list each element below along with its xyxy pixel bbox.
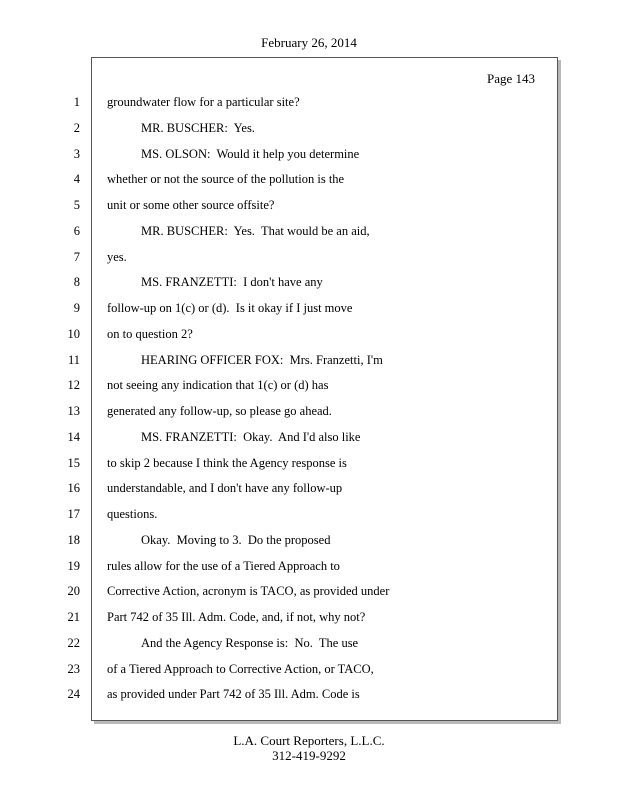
- line-number: 14: [67, 430, 80, 444]
- line-number: 12: [67, 378, 80, 392]
- line-text: generated any follow-up, so please go ahead.: [107, 404, 332, 418]
- line-text: rules allow for the use of a Tiered Approach to: [107, 559, 340, 573]
- line-text: groundwater flow for a particular site?: [107, 95, 300, 109]
- line-text: not seeing any indication that 1(c) or (d) has: [107, 378, 329, 392]
- line-number: 7: [73, 250, 80, 264]
- line-number: 19: [67, 559, 80, 573]
- line-text: unit or some other source offsite?: [107, 198, 275, 212]
- line-number: 13: [67, 404, 80, 418]
- footer-company: L.A. Court Reporters, L.L.C.: [233, 733, 385, 748]
- line-text: MS. OLSON: Would it help you determine: [141, 147, 360, 161]
- line-number: 1: [73, 95, 80, 109]
- line-text: And the Agency Response is: No. The use: [141, 636, 359, 650]
- line-number: 24: [67, 687, 80, 701]
- line-number: 10: [67, 327, 80, 341]
- line-number: 9: [73, 301, 80, 315]
- line-text: Part 742 of 35 Ill. Adm. Code, and, if not, why not?: [107, 610, 366, 624]
- line-number: 8: [73, 275, 80, 289]
- header-date: February 26, 2014: [261, 35, 357, 50]
- footer-phone: 312-419-9292: [272, 748, 346, 763]
- line-text: of a Tiered Approach to Corrective Action, or TACO,: [107, 662, 374, 676]
- line-text: MR. BUSCHER: Yes.: [141, 121, 255, 135]
- line-text: follow-up on 1(c) or (d). Is it okay if I just move: [107, 301, 353, 315]
- line-number: 21: [67, 610, 80, 624]
- line-number: 15: [67, 456, 80, 470]
- line-number: 20: [67, 584, 80, 598]
- line-number: 16: [67, 481, 80, 495]
- line-number: 17: [67, 507, 80, 521]
- line-number: 5: [73, 198, 80, 212]
- line-text: MR. BUSCHER: Yes. That would be an aid,: [141, 224, 370, 238]
- line-number: 11: [67, 353, 80, 367]
- line-number: 22: [67, 636, 80, 650]
- line-text: MS. FRANZETTI: Okay. And I'd also like: [141, 430, 361, 444]
- line-text: whether or not the source of the pollution is the: [107, 172, 345, 186]
- line-text: MS. FRANZETTI: I don't have any: [141, 275, 323, 289]
- line-number: 23: [67, 662, 80, 676]
- line-number: 18: [67, 533, 80, 547]
- line-text: as provided under Part 742 of 35 Ill. Adm. Code is: [107, 687, 360, 701]
- line-number: 2: [73, 121, 80, 135]
- line-text: HEARING OFFICER FOX: Mrs. Franzetti, I'm: [141, 353, 383, 367]
- line-text: Corrective Action, acronym is TACO, as provided under: [107, 584, 390, 598]
- line-number: 6: [73, 224, 80, 238]
- line-text: yes.: [107, 250, 127, 264]
- line-number: 4: [73, 172, 80, 186]
- page-number: Page 143: [487, 71, 536, 86]
- line-text: understandable, and I don't have any follow-up: [107, 481, 343, 495]
- line-number: 3: [73, 147, 80, 161]
- line-text: on to question 2?: [107, 327, 193, 341]
- line-text: to skip 2 because I think the Agency response is: [107, 456, 347, 470]
- line-text: Okay. Moving to 3. Do the proposed: [141, 533, 331, 547]
- line-text: questions.: [107, 507, 158, 521]
